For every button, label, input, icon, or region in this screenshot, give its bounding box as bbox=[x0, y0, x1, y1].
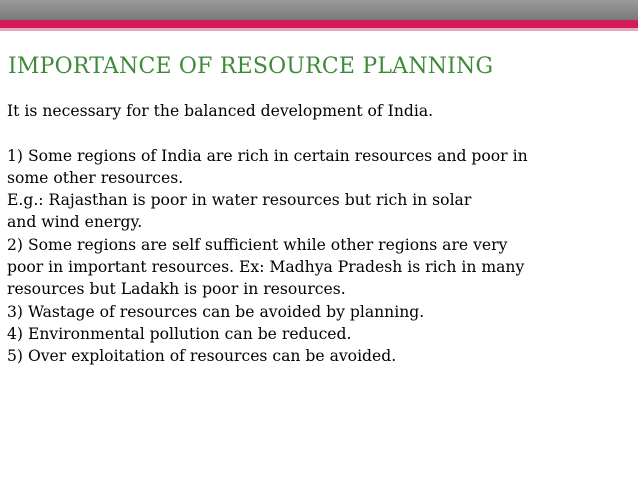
slide-body bbox=[7, 100, 633, 368]
accent-stripe-light bbox=[0, 28, 638, 31]
body-line: some other resources. bbox=[7, 168, 184, 187]
body-line: and wind energy. bbox=[7, 213, 143, 232]
slide-title: IMPORTANCE OF RESOURCE PLANNING bbox=[8, 54, 494, 79]
body-line: 5) Over exploitation of resources can be avoided. bbox=[7, 347, 397, 366]
intro-line: It is necessary for the balanced development of India. bbox=[7, 102, 434, 120]
top-header-bar bbox=[0, 0, 638, 20]
body-line: resources but Ladakh is poor in resources. bbox=[7, 280, 346, 299]
body-line: 3) Wastage of resources can be avoided by planning. bbox=[7, 302, 425, 321]
body-line: poor in important resources. Ex: Madhya Pradesh is rich in many bbox=[7, 258, 525, 277]
paragraph-spacer bbox=[7, 122, 633, 144]
body-line: 2) Some regions are self sufficient while other regions are very bbox=[7, 235, 508, 254]
body-line: 1) Some regions of India are rich in certain resources and poor in bbox=[7, 146, 528, 165]
accent-stripe bbox=[0, 20, 638, 28]
body-line: E.g.: Rajasthan is poor in water resources but rich in solar bbox=[7, 191, 472, 210]
body-line: 4) Environmental pollution can be reduced. bbox=[7, 324, 352, 343]
